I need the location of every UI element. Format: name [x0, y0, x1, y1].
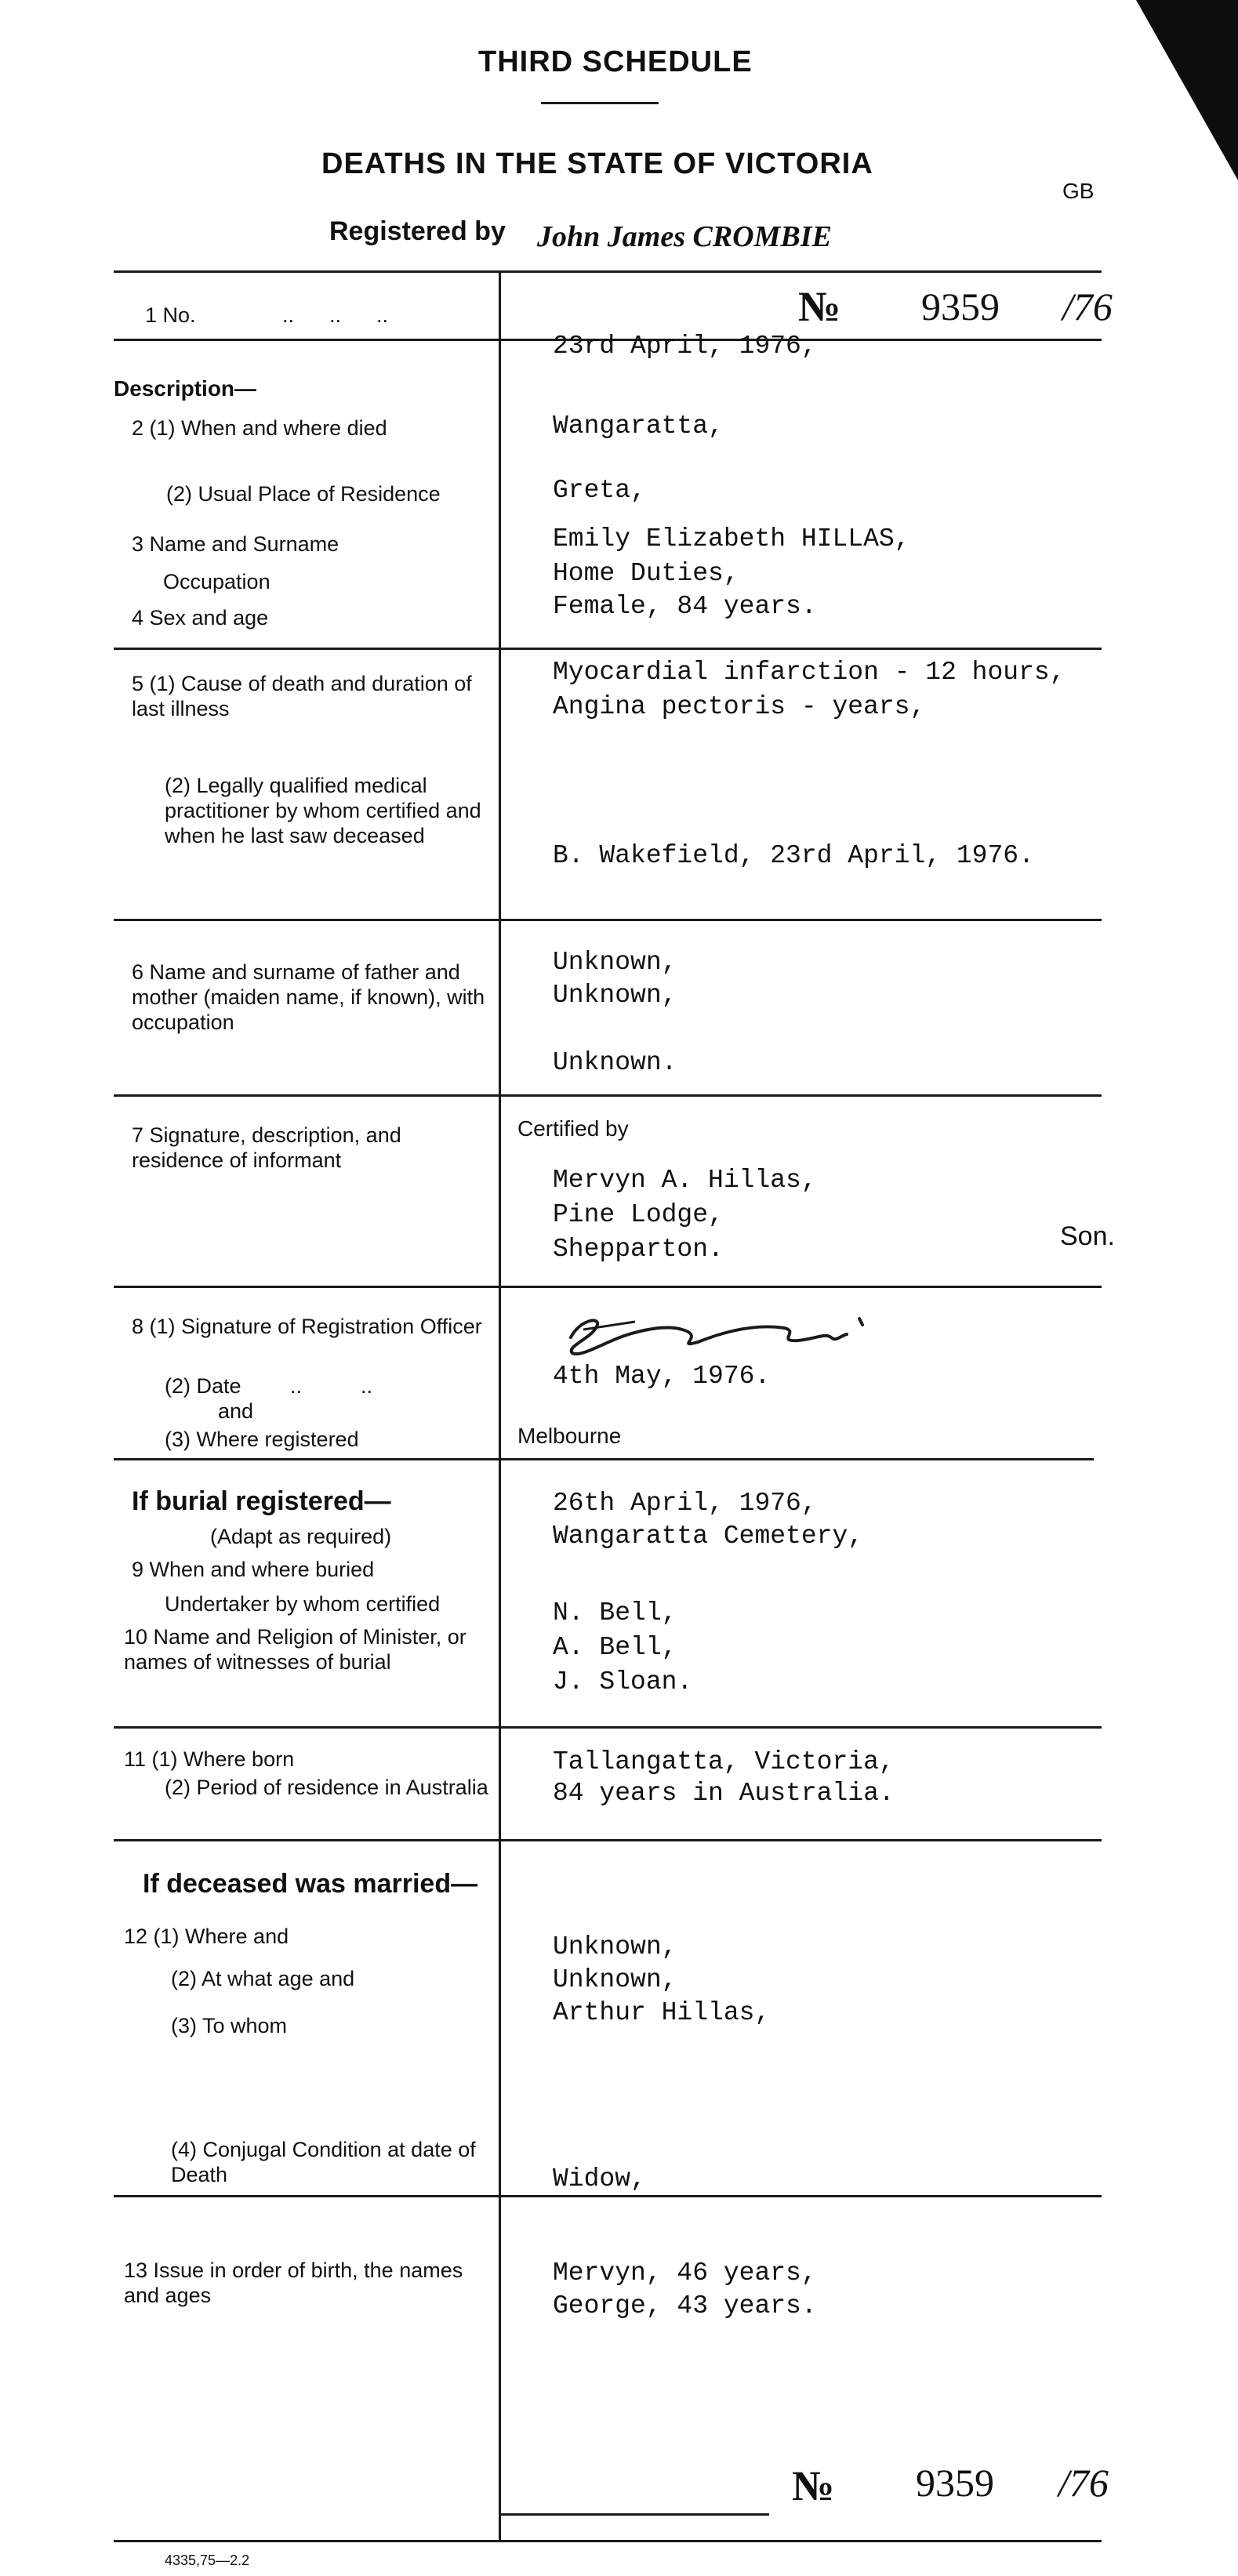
registrar-name: John James CROMBIE	[537, 220, 832, 253]
where-born-label: 11 (1) Where born	[124, 1747, 295, 1771]
registered-by-label: Registered by	[329, 216, 506, 246]
registration-date-dots: .. ..	[290, 1374, 373, 1398]
row-line	[114, 1458, 1094, 1460]
conjugal-condition: Widow,	[553, 2164, 646, 2193]
child-2: George, 43 years.	[553, 2291, 817, 2320]
medical-practitioner: B. Wakefield, 23rd April, 1976.	[553, 841, 1034, 870]
burial-adapt-note: (Adapt as required)	[210, 1525, 392, 1548]
deceased-name: Emily Elizabeth HILLAS,	[553, 524, 910, 553]
cause-of-death-1: Myocardial infarction - 12 hours,	[553, 658, 1066, 687]
certified-by-label: Certified by	[517, 1116, 629, 1141]
when-where-died-label: 2 (1) When and where died	[132, 416, 387, 440]
mother-name: Unknown,	[553, 981, 677, 1010]
table-bottom-line	[114, 2540, 1102, 2542]
scan-corner-shadow	[1136, 0, 1238, 180]
corner-code: GB	[1062, 179, 1095, 203]
informant-label: 7 Signature, description, and residence of informant	[132, 1123, 401, 1172]
medical-practitioner-label: (2) Legally qualified medical practitioner by whom certified and when he last saw deceased	[165, 774, 481, 847]
marriage-age-label: (2) At what age and	[171, 1967, 355, 1990]
burial-place: Wangaratta Cemetery,	[553, 1522, 864, 1551]
date-of-death: 23rd April, 1976,	[553, 332, 817, 361]
occupation-label: Occupation	[163, 570, 270, 593]
conjugal-condition-label: (4) Conjugal Condition at date of Death	[171, 2138, 476, 2186]
column-divider	[499, 270, 501, 2540]
father-name: Unknown,	[553, 948, 677, 977]
place-of-death: Wangaratta,	[553, 412, 724, 441]
parents-label: 6 Name and surname of father and mother (maiden name, if known), with occupation	[132, 960, 485, 1034]
witness-2: A. Bell,	[553, 1633, 677, 1662]
number-symbol: №	[798, 283, 841, 330]
married-heading: If deceased was married—	[143, 1869, 478, 1899]
row-line	[114, 648, 1102, 650]
burial-when-where-label: 9 When and where buried	[132, 1558, 375, 1581]
number-leader-dots: .. .. ..	[282, 303, 389, 327]
name-surname-label: 3 Name and Surname	[132, 532, 339, 556]
form-code: 4335,75—2.2	[165, 2552, 250, 2568]
registration-year-suffix: /76	[1062, 285, 1113, 328]
row-line	[114, 1839, 1102, 1841]
parents-occupation: Unknown.	[553, 1048, 677, 1077]
document-title: DEATHS IN THE STATE OF VICTORIA	[321, 147, 873, 180]
registration-date: 4th May, 1976.	[553, 1362, 771, 1391]
burial-date: 26th April, 1976,	[553, 1489, 817, 1518]
spouse-name: Arthur Hillas,	[553, 1998, 771, 2027]
occupation-value: Home Duties,	[553, 559, 739, 588]
row-line	[114, 1286, 1102, 1288]
number-label: 1 No.	[145, 303, 196, 327]
undertaker-label: Undertaker by whom certified	[165, 1592, 441, 1616]
registration-number: 9359	[921, 285, 1000, 328]
residence-period: 84 years in Australia.	[553, 1779, 895, 1808]
sex-age-value: Female, 84 years.	[553, 592, 817, 621]
marriage-to-whom-label: (3) To whom	[171, 2014, 288, 2037]
table-top-line	[114, 270, 1102, 273]
footer-registration-year-suffix: /76	[1058, 2461, 1109, 2505]
footer-number-symbol: №	[792, 2462, 835, 2509]
where-registered-label: (3) Where registered	[165, 1428, 359, 1451]
birthplace: Tallangatta, Victoria,	[553, 1747, 895, 1776]
marriage-place: Unknown,	[553, 1932, 677, 1961]
registration-date-label: (2) Date	[165, 1374, 241, 1398]
cause-of-death-2: Angina pectoris - years,	[553, 692, 926, 721]
row-line	[114, 919, 1102, 921]
marriage-age: Unknown,	[553, 1965, 677, 1994]
witnesses-label: 10 Name and Religion of Minister, or names of witnesses of burial	[124, 1625, 467, 1674]
schedule-heading: THIRD SCHEDULE	[478, 45, 753, 78]
informant-name: Mervyn A. Hillas,	[553, 1166, 817, 1195]
informant-residence-1: Pine Lodge,	[553, 1200, 724, 1229]
registration-and-label: and	[218, 1399, 254, 1423]
registrar-signature	[549, 1301, 894, 1364]
row-line	[114, 1094, 1102, 1097]
registration-place: Melbourne	[517, 1424, 622, 1448]
burial-heading: If burial registered—	[132, 1486, 391, 1516]
marriage-where-label: 12 (1) Where and	[124, 1925, 289, 1948]
heading-underline	[541, 102, 659, 104]
description-label: Description—	[114, 376, 257, 401]
cause-of-death-label: 5 (1) Cause of death and duration of last illness	[132, 672, 472, 720]
footer-registration-number: 9359	[916, 2461, 994, 2505]
residence-period-label: (2) Period of residence in Australia	[165, 1776, 488, 1799]
registration-officer-label: 8 (1) Signature of Registration Officer	[132, 1315, 482, 1338]
usual-residence: Greta,	[553, 476, 646, 505]
sex-age-label: 4 Sex and age	[132, 606, 269, 629]
informant-residence-2: Shepparton.	[553, 1235, 724, 1264]
informant-relation: Son.	[1060, 1221, 1115, 1251]
witness-3: J. Sloan.	[553, 1667, 693, 1696]
row-line	[114, 1726, 1102, 1729]
child-1: Mervyn, 46 years,	[553, 2259, 817, 2288]
witness-1: N. Bell,	[553, 1598, 677, 1627]
footer-number-underline	[499, 2513, 769, 2516]
issue-label: 13 Issue in order of birth, the names and ages	[124, 2259, 463, 2307]
usual-residence-label: (2) Usual Place of Residence	[166, 482, 441, 506]
row-line	[114, 2195, 1102, 2197]
